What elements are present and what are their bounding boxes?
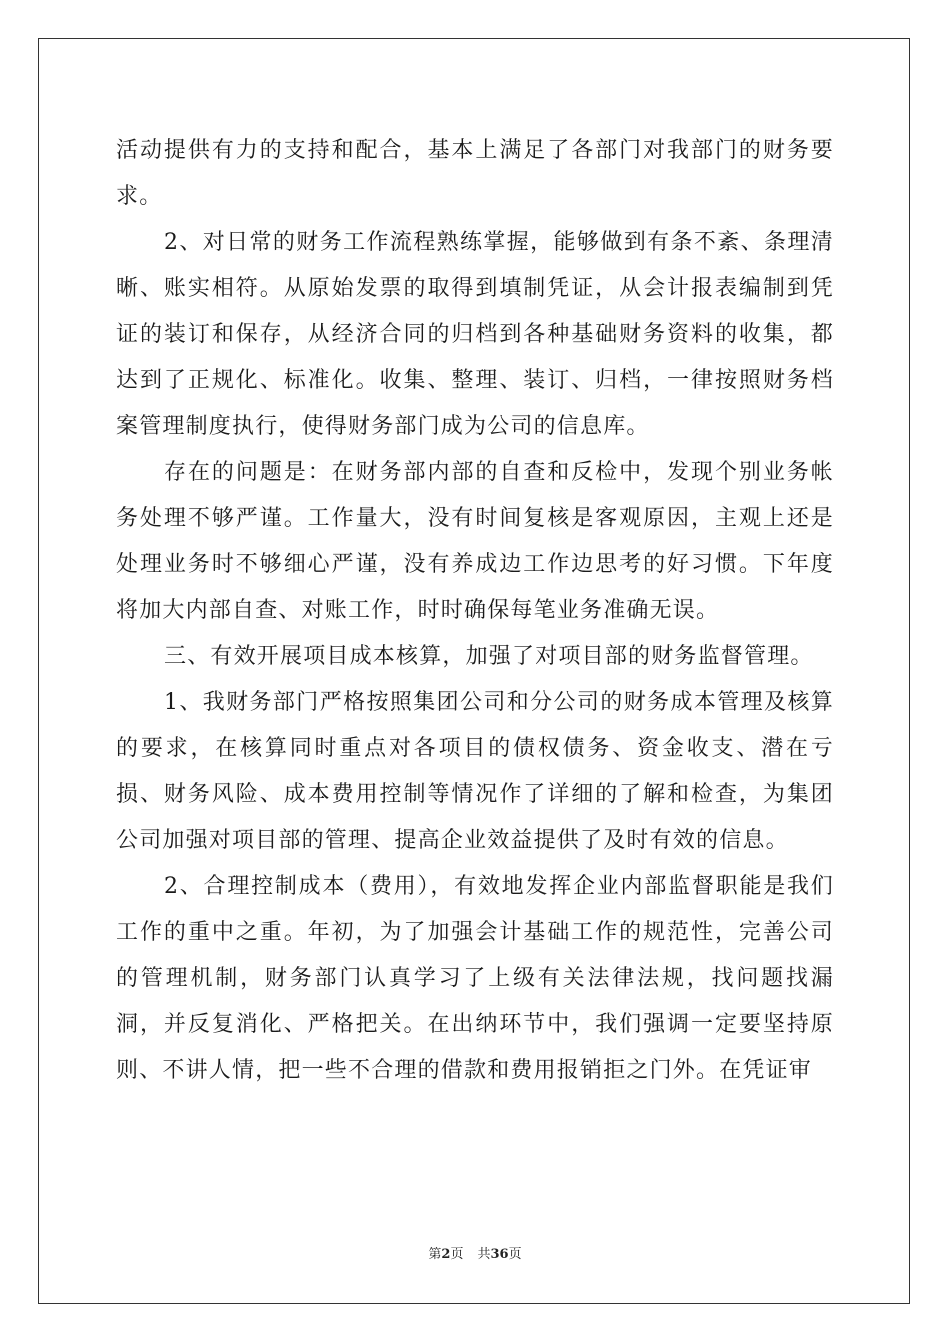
total-prefix: 共 <box>477 1247 491 1262</box>
total-pages: 36 <box>490 1247 509 1262</box>
page-footer <box>0 1243 950 1262</box>
paragraph-6: 2、合理控制成本（费用），有效地发挥企业内部监督职能是我们工作的重中之重。年初，为了加强会计基础工作的规范性，完善公司的管理机制，财务部门认真学习了上级有关法律法规，找问题找漏洞，并反复消化、严格把关。在出纳环节中，我们强调一定要坚持原则、不讲人情，把一些不合理的借款和费用报销拒之门外。在凭证审 <box>116 874 834 1083</box>
page-suffix: 页 <box>450 1247 464 1262</box>
paragraph-1: 活动提供有力的支持和配合，基本上满足了各部门对我部门的财务要求。 <box>116 138 834 209</box>
paragraph-3: 存在的问题是：在财务部内部的自查和反检中，发现个别业务帐务处理不够严谨。工作量大，没有时间复核是客观原因，主观上还是处理业务时不够细心严谨，没有养成边工作边思考的好习惯。下年度将加大内部自查、对账工作，时时确保每笔业务准确无误。 <box>116 460 834 623</box>
page-prefix: 第 <box>428 1247 442 1262</box>
paragraph-4: 三、有效开展项目成本核算，加强了对项目部的财务监督管理。 <box>164 644 814 669</box>
document-body <box>116 128 834 1094</box>
paragraph-5: 1、我财务部门严格按照集团公司和分公司的财务成本管理及核算的要求，在核算同时重点对各项目的债权债务、资金收支、潜在亏损、财务风险、成本费用控制等情况作了详细的了解和检查，为集团公司加强对项目部的管理、提高企业效益提供了及时有效的信息。 <box>116 690 834 853</box>
paragraph-2: 2、对日常的财务工作流程熟练掌握，能够做到有条不紊、条理清晰、账实相符。从原始发票的取得到填制凭证，从会计报表编制到凭证的装订和保存，从经济合同的归档到各种基础财务资料的收集，都达到了正规化、标准化。收集、整理、装订、归档，一律按照财务档案管理制度执行，使得财务部门成为公司的信息库。 <box>116 230 834 439</box>
page-number: 2 <box>441 1247 451 1262</box>
total-suffix: 页 <box>508 1247 522 1262</box>
